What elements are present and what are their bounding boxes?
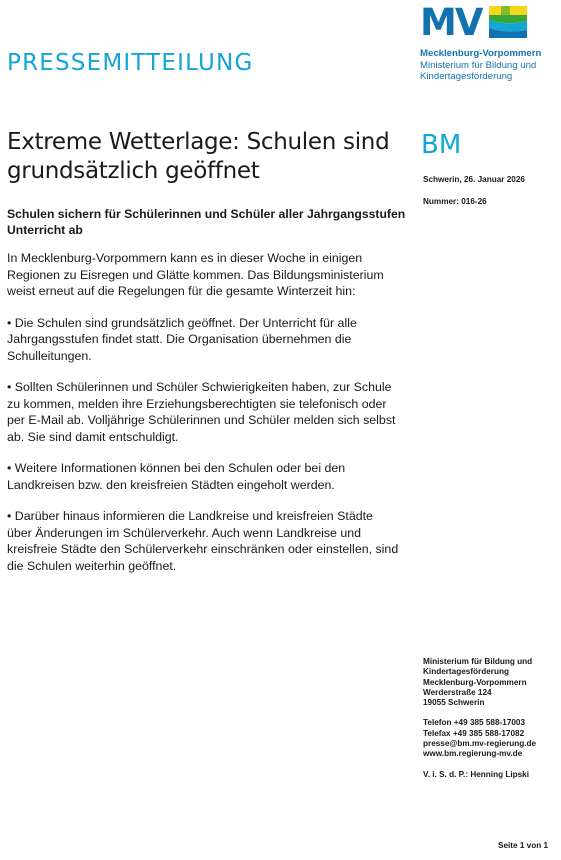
- contact-responsible: V. i. S. d. P.: Henning Lipski: [423, 769, 530, 779]
- article-subtitle: Schulen sichern für Schülerinnen und Schüler aller Jahrgangsstufen Unterricht ab: [7, 207, 406, 237]
- intro-paragraph: In Mecklenburg-Vorpommern kann es in dieser Woche in einigen Regionen zu Eisregen und Glätte kommen. Das Bildungsministerium weist erneut auf die Regelungen für die gesamte Winterzeit hin:: [7, 251, 384, 298]
- state-flag-icon: [489, 6, 527, 38]
- logo-ministry-line1: Ministerium für Bildung und: [420, 59, 537, 71]
- logo-state-name: Mecklenburg-Vorpommern: [420, 48, 542, 59]
- page-number: Seite 1 von 1: [498, 841, 549, 850]
- contact-city: 19055 Schwerin: [423, 698, 485, 708]
- article-body: [7, 250, 399, 589]
- bullet-paragraph: • Darüber hinaus informieren die Landkreise und kreisfreien Städte über Änderungen im Schülerverkehr. Auch wenn Landkreise und kreisfreie Städte den Schülerverkehr einschränken oder einstellen, sind die Schulen weiterhin geöffnet.: [7, 509, 399, 573]
- article-title: Extreme Wetterlage: Schulen sind grundsätzlich geöffnet: [7, 129, 390, 184]
- bm-mark: BM: [421, 130, 462, 160]
- release-date: Schwerin, 26. Januar 2026: [423, 175, 525, 184]
- contact-website: www.bm.regierung-mv.de: [423, 749, 523, 759]
- contact-street: Werderstraße 124: [423, 687, 492, 697]
- contact-email: presse@bm.mv-regierung.de: [423, 739, 537, 749]
- ministry-logo: [420, 1, 556, 83]
- bullet-paragraph: • Weitere Informationen können bei den Schulen oder bei den Landkreisen bzw. den kreisfreien Städten eingeholt werden.: [7, 461, 346, 492]
- contact-org-line: Kindertagesförderung: [423, 667, 509, 677]
- document-type-heading: PRESSEMITTEILUNG: [7, 50, 254, 76]
- contact-fax: Telefax +49 385 588-17082: [423, 728, 525, 738]
- bullet-paragraph: • Sollten Schülerinnen und Schüler Schwierigkeiten haben, zur Schule zu kommen, melden ihre Erziehungsberechtigten sie telefonisch oder per E-Mail ab. Volljährige Schülerinnen und Schüler melden sich selbst ab. Sie sind damit entschuldigt.: [7, 380, 396, 444]
- release-number: Nummer: 016-26: [423, 197, 487, 206]
- contact-org-line: Mecklenburg-Vorpommern: [423, 677, 527, 687]
- contact-phone: Telefon +49 385 588-17003: [423, 718, 526, 728]
- bullet-paragraph: • Die Schulen sind grundsätzlich geöffnet. Der Unterricht für alle Jahrgangsstufen findet statt. Die Organisation übernehmen die Schulleitungen.: [7, 315, 357, 363]
- contact-block: [423, 657, 558, 780]
- logo-ministry-line2: Kindertagesförderung: [420, 71, 513, 82]
- logo-mark: MV: [420, 1, 482, 44]
- contact-org-line: Ministerium für Bildung und: [423, 657, 533, 666]
